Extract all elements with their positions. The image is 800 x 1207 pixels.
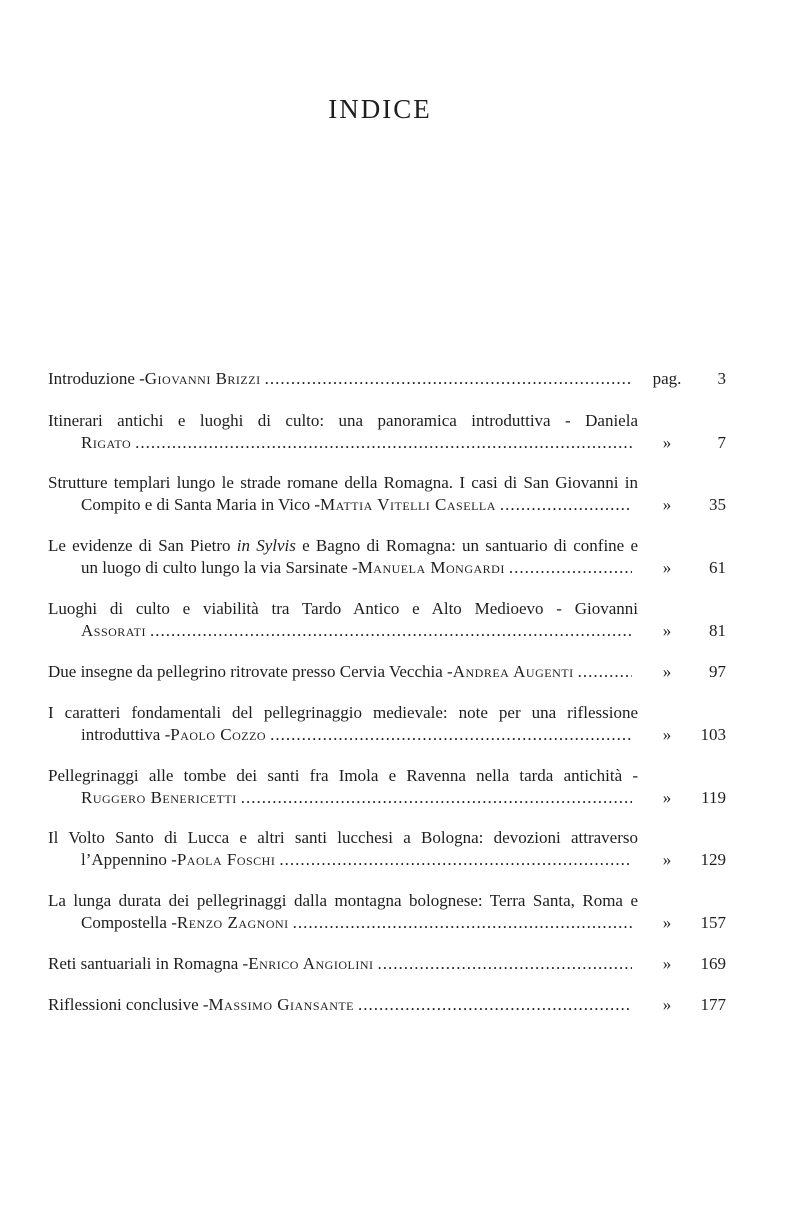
leader-dots bbox=[358, 994, 632, 1016]
leader-dots bbox=[500, 494, 632, 516]
toc-entry bbox=[48, 994, 726, 1016]
entry-title-cont: un luogo di culto lungo la via Sarsinate - bbox=[81, 558, 358, 577]
page-number: 119 bbox=[701, 788, 726, 807]
page-number: 157 bbox=[700, 913, 726, 932]
leader-dots bbox=[578, 661, 632, 683]
page-marker: » bbox=[662, 662, 672, 681]
entry-title-cont: introduttiva - bbox=[81, 725, 171, 744]
entry-title-cont: Compito e di Santa Maria in Vico - bbox=[81, 495, 320, 514]
entry-author: Mattia Vitelli Casella bbox=[320, 495, 496, 514]
entry-author: Assorati bbox=[81, 621, 146, 640]
entry-author: Paola Foschi bbox=[176, 850, 276, 869]
leader-dots bbox=[265, 368, 632, 390]
page-number: 7 bbox=[717, 433, 726, 452]
toc-entry bbox=[48, 535, 726, 579]
page-marker: » bbox=[662, 954, 672, 973]
page-number: 81 bbox=[709, 621, 726, 640]
entry-title: Due insegne da pellegrino ritrovate presso Cervia Vecchia - bbox=[48, 662, 453, 681]
page-number: 97 bbox=[709, 662, 726, 681]
page-marker: » bbox=[662, 621, 672, 640]
page-number: 3 bbox=[717, 369, 726, 388]
entry-title: Itinerari antichi e luoghi di culto: una panoramica introduttiva - Daniela bbox=[48, 411, 638, 430]
page-marker: » bbox=[662, 433, 672, 452]
toc-entry bbox=[48, 598, 726, 642]
page-number: 61 bbox=[709, 558, 726, 577]
toc-entry bbox=[48, 702, 726, 746]
page-marker: » bbox=[662, 788, 672, 807]
leader-dots bbox=[135, 432, 632, 454]
page-number: 103 bbox=[700, 725, 726, 744]
entry-title: Il Volto Santo di Lucca e altri santi lucchesi a Bologna: devozioni attraverso bbox=[48, 828, 638, 847]
toc-entry bbox=[48, 368, 726, 390]
page-marker: » bbox=[662, 725, 672, 744]
leader-dots bbox=[241, 787, 632, 809]
page-marker: » bbox=[662, 558, 672, 577]
page-marker: » bbox=[662, 495, 672, 514]
page-title: INDICE bbox=[328, 94, 432, 124]
toc-entry bbox=[48, 410, 726, 454]
leader-dots bbox=[509, 557, 632, 579]
leader-dots bbox=[279, 849, 632, 871]
entry-title: Reti santuariali in Romagna - bbox=[48, 954, 249, 973]
page-number: 129 bbox=[700, 850, 726, 869]
toc-entry bbox=[48, 827, 726, 871]
leader-dots bbox=[270, 724, 632, 746]
page-marker: » bbox=[662, 913, 672, 932]
entry-author: Rigato bbox=[81, 433, 132, 452]
page-number: 35 bbox=[709, 495, 726, 514]
entry-author: Manuela Mongardi bbox=[357, 558, 505, 577]
toc-entry bbox=[48, 472, 726, 516]
leader-dots bbox=[150, 620, 632, 642]
page-marker: pag. bbox=[652, 369, 682, 388]
entry-author: Renzo Zagnoni bbox=[176, 913, 289, 932]
toc-entry bbox=[48, 661, 726, 683]
entry-author: Ruggero Benericetti bbox=[81, 788, 237, 807]
toc-entry bbox=[48, 890, 726, 934]
entry-title-cont: Compostella - bbox=[81, 913, 177, 932]
entry-title: Pellegrinaggi alle tombe dei santi fra Imola e Ravenna nella tarda antichità - bbox=[48, 766, 638, 785]
entry-title: La lunga durata dei pellegrinaggi dalla montagna bolognese: Terra Santa, Roma e bbox=[48, 891, 638, 910]
entry-author: Giovanni Brizzi bbox=[144, 369, 261, 388]
entry-title: Riflessioni conclusive - bbox=[48, 995, 209, 1014]
entry-title: Luoghi di culto e viabilità tra Tardo Antico e Alto Medioevo - Giovanni bbox=[48, 599, 638, 618]
entry-title: I caratteri fondamentali del pellegrinaggio medievale: note per una riflessione bbox=[48, 703, 638, 722]
entry-title: Introduzione - bbox=[48, 369, 145, 388]
page-marker: » bbox=[662, 995, 672, 1014]
page-number: 169 bbox=[700, 954, 726, 973]
leader-dots bbox=[377, 953, 632, 975]
entry-author: Andrea Augenti bbox=[452, 662, 574, 681]
toc-entry bbox=[48, 765, 726, 809]
entry-author: Enrico Angiolini bbox=[248, 954, 374, 973]
entry-author: Paolo Cozzo bbox=[170, 725, 267, 744]
leader-dots bbox=[293, 912, 632, 934]
entry-title: Le evidenze di San Pietro in Sylvis e Bagno di Romagna: un santuario di confine e bbox=[48, 536, 638, 555]
page-marker: » bbox=[662, 850, 672, 869]
entry-author: Massimo Giansante bbox=[208, 995, 355, 1014]
toc-entry bbox=[48, 953, 726, 975]
page-number: 177 bbox=[700, 995, 726, 1014]
entry-title: Strutture templari lungo le strade romane della Romagna. I casi di San Giovanni in bbox=[48, 473, 638, 492]
entry-title-cont: l’Appennino - bbox=[81, 850, 177, 869]
